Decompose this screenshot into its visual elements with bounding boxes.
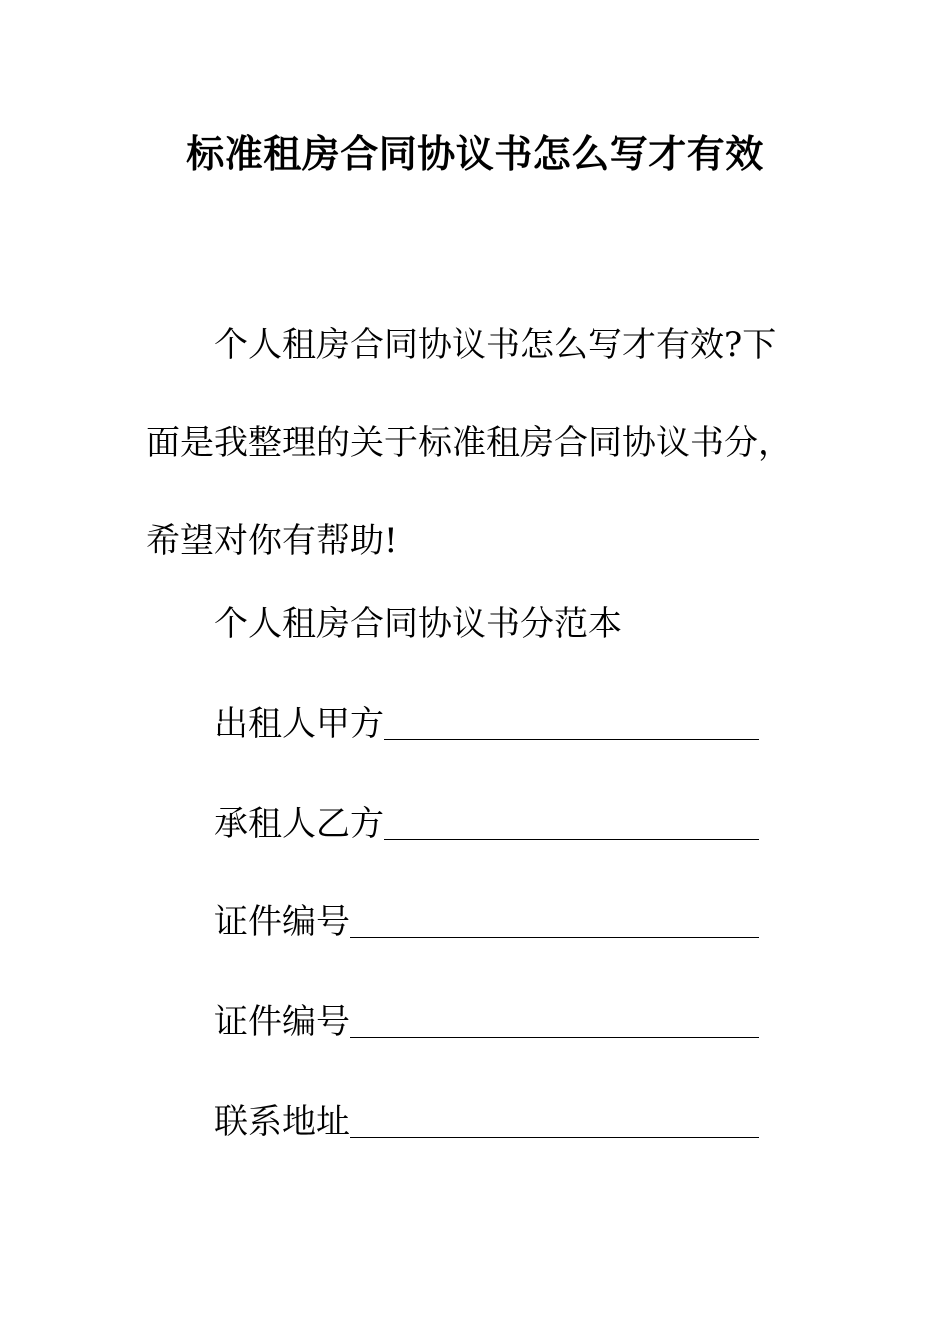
form-field-id-number-2 (214, 994, 759, 1050)
intro-paragraph: 个人租房合同协议书怎么写才有效?下面是我整理的关于标准租房合同协议书分，希望对你有帮助! (146, 325, 792, 561)
field-label: 出租人甲方 (214, 704, 384, 744)
form-field-id-number-1 (214, 894, 759, 950)
fill-in-blank (384, 839, 759, 840)
fill-in-blank (384, 739, 759, 740)
form-field-lessor (214, 696, 759, 752)
document-title: 标准租房合同协议书怎么写才有效 (186, 131, 764, 176)
form-field-address (214, 1094, 759, 1150)
fill-in-blank (350, 1037, 759, 1038)
field-label: 证件编号 (214, 1002, 350, 1042)
section-heading: 个人租房合同协议书分范本 (214, 604, 622, 644)
fill-in-blank (350, 937, 759, 938)
field-label: 证件编号 (214, 902, 350, 942)
field-label: 承租人乙方 (214, 804, 384, 844)
field-label: 联系地址 (214, 1102, 350, 1142)
fill-in-blank (350, 1137, 759, 1138)
form-field-lessee (214, 796, 759, 852)
